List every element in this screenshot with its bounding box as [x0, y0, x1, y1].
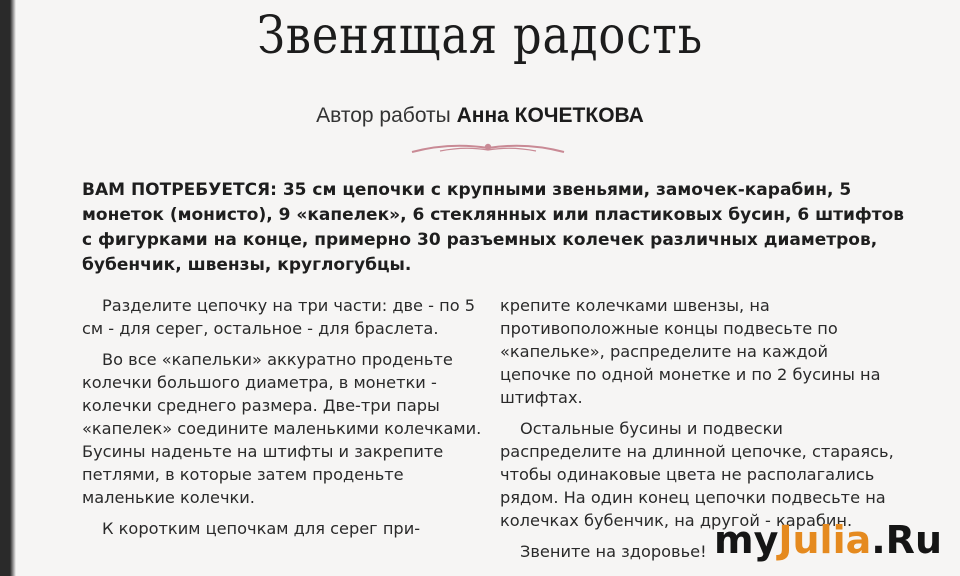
- author-prefix: Автор работы: [316, 104, 451, 127]
- paragraph: Остальные бусины и подвески распределите на длинной цепочке, стараясь, чтобы одинаковые цвета не располагались рядом. На один конец цепочки подвесьте на колечках бубенчик, на другой - карабин.: [500, 419, 894, 530]
- paragraph: Во все «капельки» аккуратно проденьте колечки большого диаметра, в монетки - колечки среднего размера. Две-три пары «капелек» соедините маленькими колечками. Бусины наденьте на штифты и закрепите петлями, в которые затем проденьте маленькие колечки.: [82, 350, 482, 507]
- text-column-left: [82, 294, 482, 548]
- page-edge: [0, 0, 16, 576]
- paragraph: К коротким цепочкам для серег при-: [102, 519, 421, 538]
- paragraph: Звените на здоровье!: [520, 542, 707, 561]
- logo-part-julia: Julia: [778, 518, 872, 562]
- paragraph: крепите колечками швензы, на противоположные концы подвесьте по «капельке», распределите на каждой цепочке по одной монетке и по 2 бусины на штифтах.: [500, 296, 881, 407]
- paragraph: Разделите цепочку на три части: две - по 5 см - для серег, остальное - для браслета.: [82, 296, 476, 338]
- logo-part-ru: .Ru: [871, 518, 942, 562]
- article-title: Звенящая радость: [257, 6, 703, 66]
- myjulia-logo[interactable]: [714, 518, 942, 562]
- materials-needed: ВАМ ПОТРЕБУЕТСЯ: 35 см цепочки с крупными звеньями, замочек-карабин, 5 монеток (монисто), 9 «капелек», 6 стеклянных или пластиковых бусин, 6 штифтов с фигурками на конце, примерно 30 разъемных колечек различных диаметров, бубенчик, швензы, круглогубцы.: [82, 180, 905, 275]
- author-line: [0, 104, 960, 128]
- author-name: Анна КОЧЕТКОВА: [456, 104, 644, 127]
- logo-part-my: my: [713, 518, 779, 562]
- ornament-divider-icon: [410, 136, 566, 158]
